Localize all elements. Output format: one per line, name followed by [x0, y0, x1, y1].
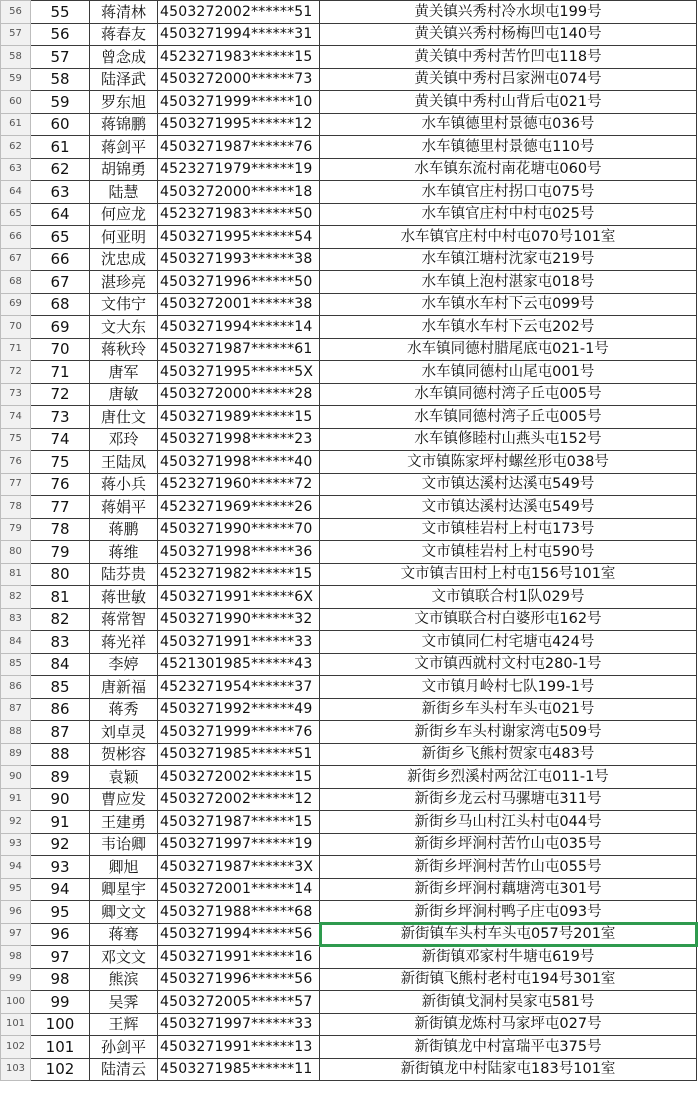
name-cell[interactable]: 曹应发 — [90, 788, 158, 811]
address-cell[interactable]: 新街镇戈洞村吴家屯581号 — [320, 991, 697, 1014]
row-header[interactable]: 103 — [1, 1058, 31, 1081]
row-header[interactable]: 93 — [1, 833, 31, 856]
seq-cell[interactable]: 89 — [31, 766, 90, 789]
table-row[interactable] — [1, 383, 697, 406]
name-cell[interactable]: 胡锦勇 — [90, 158, 158, 181]
row-header[interactable]: 70 — [1, 316, 31, 339]
row-header[interactable]: 97 — [1, 923, 31, 946]
row-header[interactable]: 65 — [1, 203, 31, 226]
address-cell[interactable]: 水车镇修睦村山燕头屯152号 — [320, 428, 697, 451]
name-cell[interactable]: 湛珍亮 — [90, 271, 158, 294]
table-row[interactable] — [1, 721, 697, 744]
row-header[interactable]: 95 — [1, 878, 31, 901]
seq-cell[interactable]: 91 — [31, 811, 90, 834]
name-cell[interactable]: 蒋秀 — [90, 698, 158, 721]
id-number-cell[interactable]: 4503272000******73 — [158, 68, 320, 91]
seq-cell[interactable]: 72 — [31, 383, 90, 406]
address-cell[interactable]: 新街乡坪涧村苦竹山屯035号 — [320, 833, 697, 856]
row-header[interactable]: 98 — [1, 946, 31, 969]
address-cell[interactable]: 水车镇东流村南花塘屯060号 — [320, 158, 697, 181]
id-number-cell[interactable]: 4503271994******56 — [158, 923, 320, 946]
address-cell[interactable]: 水车镇官庄村中村屯070号101室 — [320, 226, 697, 249]
address-cell[interactable]: 文市镇吉田村上村屯156号101室 — [320, 563, 697, 586]
address-cell[interactable]: 水车镇同德村湾子丘屯005号 — [320, 383, 697, 406]
name-cell[interactable]: 陆慧 — [90, 181, 158, 204]
id-number-cell[interactable]: 4503271989******15 — [158, 406, 320, 429]
name-cell[interactable]: 沈忠成 — [90, 248, 158, 271]
row-header[interactable]: 100 — [1, 991, 31, 1014]
name-cell[interactable]: 卿星宇 — [90, 878, 158, 901]
seq-cell[interactable]: 57 — [31, 46, 90, 69]
address-cell[interactable]: 文市镇桂岩村上村屯590号 — [320, 541, 697, 564]
id-number-cell[interactable]: 4503271997******33 — [158, 1013, 320, 1036]
table-row[interactable] — [1, 968, 697, 991]
id-number-cell[interactable]: 4503271994******14 — [158, 316, 320, 339]
seq-cell[interactable]: 95 — [31, 901, 90, 924]
row-header[interactable]: 86 — [1, 676, 31, 699]
id-number-cell[interactable]: 4503271995******5X — [158, 361, 320, 384]
table-row[interactable] — [1, 203, 697, 226]
table-row[interactable] — [1, 811, 697, 834]
name-cell[interactable]: 蒋常智 — [90, 608, 158, 631]
name-cell[interactable]: 王建勇 — [90, 811, 158, 834]
table-row[interactable] — [1, 878, 697, 901]
address-cell[interactable]: 文市镇桂岩村上村屯173号 — [320, 518, 697, 541]
table-row[interactable] — [1, 788, 697, 811]
address-cell[interactable]: 黄关镇中秀村苦竹凹屯118号 — [320, 46, 697, 69]
name-cell[interactable]: 文大东 — [90, 316, 158, 339]
id-number-cell[interactable]: 4503271999******10 — [158, 91, 320, 114]
table-row[interactable] — [1, 743, 697, 766]
id-number-cell[interactable]: 4503271998******36 — [158, 541, 320, 564]
address-cell[interactable]: 新街乡坪涧村鸭子庄屯093号 — [320, 901, 697, 924]
row-header[interactable]: 81 — [1, 563, 31, 586]
name-cell[interactable]: 邓玲 — [90, 428, 158, 451]
selected-address-cell[interactable]: 新街镇车头村车头屯057号201室 — [320, 923, 697, 946]
name-cell[interactable]: 蒋小兵 — [90, 473, 158, 496]
seq-cell[interactable]: 76 — [31, 473, 90, 496]
name-cell[interactable]: 王陆凤 — [90, 451, 158, 474]
address-cell[interactable]: 水车镇官庄村拐口屯075号 — [320, 181, 697, 204]
id-number-cell[interactable]: 4503271985******51 — [158, 743, 320, 766]
seq-cell[interactable]: 73 — [31, 406, 90, 429]
id-number-cell[interactable]: 4503271991******13 — [158, 1036, 320, 1059]
address-cell[interactable]: 文市镇西就村文村屯280-1号 — [320, 653, 697, 676]
name-cell[interactable]: 罗东旭 — [90, 91, 158, 114]
address-cell[interactable]: 黄关镇中秀村山背后屯021号 — [320, 91, 697, 114]
seq-cell[interactable]: 86 — [31, 698, 90, 721]
address-cell[interactable]: 文市镇联合村白婆形屯162号 — [320, 608, 697, 631]
id-number-cell[interactable]: 4503272001******14 — [158, 878, 320, 901]
address-cell[interactable]: 水车镇德里村景德屯110号 — [320, 136, 697, 159]
seq-cell[interactable]: 61 — [31, 136, 90, 159]
row-header[interactable]: 58 — [1, 46, 31, 69]
address-cell[interactable]: 新街乡坪涧村苦竹山屯055号 — [320, 856, 697, 879]
seq-cell[interactable]: 67 — [31, 271, 90, 294]
seq-cell[interactable]: 85 — [31, 676, 90, 699]
id-number-cell[interactable]: 4503271991******16 — [158, 946, 320, 969]
id-number-cell[interactable]: 4503271996******50 — [158, 271, 320, 294]
address-cell[interactable]: 新街乡烈溪村两岔江屯011-1号 — [320, 766, 697, 789]
row-header[interactable]: 73 — [1, 383, 31, 406]
table-row[interactable] — [1, 833, 697, 856]
address-cell[interactable]: 文市镇达溪村达溪屯549号 — [320, 496, 697, 519]
seq-cell[interactable]: 93 — [31, 856, 90, 879]
table-row[interactable] — [1, 698, 697, 721]
table-row[interactable] — [1, 901, 697, 924]
id-number-cell[interactable]: 4503271994******31 — [158, 23, 320, 46]
name-cell[interactable]: 韦诒卿 — [90, 833, 158, 856]
row-header[interactable]: 82 — [1, 586, 31, 609]
address-cell[interactable]: 新街镇龙中村富瑞平屯375号 — [320, 1036, 697, 1059]
seq-cell[interactable]: 97 — [31, 946, 90, 969]
address-cell[interactable]: 水车镇德里村景德屯036号 — [320, 113, 697, 136]
name-cell[interactable]: 蒋鹏 — [90, 518, 158, 541]
id-number-cell[interactable]: 4503272001******38 — [158, 293, 320, 316]
table-row[interactable] — [1, 563, 697, 586]
address-cell[interactable]: 文市镇陈家坪村螺丝形屯038号 — [320, 451, 697, 474]
row-header[interactable]: 94 — [1, 856, 31, 879]
seq-cell[interactable]: 69 — [31, 316, 90, 339]
name-cell[interactable]: 蒋秋玲 — [90, 338, 158, 361]
id-number-cell[interactable]: 4503272000******18 — [158, 181, 320, 204]
address-cell[interactable]: 新街乡飞熊村贺家屯483号 — [320, 743, 697, 766]
table-row[interactable] — [1, 991, 697, 1014]
id-number-cell[interactable]: 4503272005******57 — [158, 991, 320, 1014]
id-number-cell[interactable]: 4503272002******12 — [158, 788, 320, 811]
row-header[interactable]: 68 — [1, 271, 31, 294]
name-cell[interactable]: 蒋维 — [90, 541, 158, 564]
seq-cell[interactable]: 101 — [31, 1036, 90, 1059]
table-row[interactable] — [1, 653, 697, 676]
row-header[interactable]: 56 — [1, 1, 31, 24]
table-row[interactable] — [1, 158, 697, 181]
id-number-cell[interactable]: 4523271982******15 — [158, 563, 320, 586]
table-row[interactable] — [1, 1058, 697, 1081]
row-header[interactable]: 77 — [1, 473, 31, 496]
name-cell[interactable]: 陆泽武 — [90, 68, 158, 91]
row-header[interactable]: 61 — [1, 113, 31, 136]
address-cell[interactable]: 新街乡坪涧村藕塘湾屯301号 — [320, 878, 697, 901]
seq-cell[interactable]: 71 — [31, 361, 90, 384]
name-cell[interactable]: 蒋光祥 — [90, 631, 158, 654]
table-row[interactable] — [1, 271, 697, 294]
seq-cell[interactable]: 60 — [31, 113, 90, 136]
address-cell[interactable]: 新街乡龙云村马骡塘屯311号 — [320, 788, 697, 811]
id-number-cell[interactable]: 4503271991******6X — [158, 586, 320, 609]
row-header[interactable]: 76 — [1, 451, 31, 474]
seq-cell[interactable]: 87 — [31, 721, 90, 744]
row-header[interactable]: 71 — [1, 338, 31, 361]
row-header[interactable]: 72 — [1, 361, 31, 384]
address-cell[interactable]: 水车镇江塘村沈家屯219号 — [320, 248, 697, 271]
name-cell[interactable]: 李婷 — [90, 653, 158, 676]
name-cell[interactable]: 袁颖 — [90, 766, 158, 789]
address-cell[interactable]: 新街镇龙炼村马家坪屯027号 — [320, 1013, 697, 1036]
row-header[interactable]: 67 — [1, 248, 31, 271]
id-number-cell[interactable]: 4523271954******37 — [158, 676, 320, 699]
row-header[interactable]: 59 — [1, 68, 31, 91]
name-cell[interactable]: 唐新福 — [90, 676, 158, 699]
row-header[interactable]: 92 — [1, 811, 31, 834]
row-header[interactable]: 99 — [1, 968, 31, 991]
table-row[interactable] — [1, 923, 697, 946]
id-number-cell[interactable]: 4503271999******76 — [158, 721, 320, 744]
seq-cell[interactable]: 92 — [31, 833, 90, 856]
name-cell[interactable]: 唐军 — [90, 361, 158, 384]
seq-cell[interactable]: 79 — [31, 541, 90, 564]
name-cell[interactable]: 唐敏 — [90, 383, 158, 406]
name-cell[interactable]: 陆清云 — [90, 1058, 158, 1081]
row-header[interactable]: 89 — [1, 743, 31, 766]
table-row[interactable] — [1, 856, 697, 879]
name-cell[interactable]: 蒋骞 — [90, 923, 158, 946]
id-number-cell[interactable]: 4521301985******43 — [158, 653, 320, 676]
name-cell[interactable]: 熊滨 — [90, 968, 158, 991]
table-row[interactable] — [1, 406, 697, 429]
seq-cell[interactable]: 55 — [31, 1, 90, 24]
id-number-cell[interactable]: 4503271985******11 — [158, 1058, 320, 1081]
id-number-cell[interactable]: 4503271987******76 — [158, 136, 320, 159]
row-header[interactable]: 64 — [1, 181, 31, 204]
name-cell[interactable]: 蒋娟平 — [90, 496, 158, 519]
id-number-cell[interactable]: 4503271987******3X — [158, 856, 320, 879]
id-number-cell[interactable]: 4503271995******12 — [158, 113, 320, 136]
table-row[interactable] — [1, 586, 697, 609]
seq-cell[interactable]: 100 — [31, 1013, 90, 1036]
seq-cell[interactable]: 62 — [31, 158, 90, 181]
row-header[interactable]: 57 — [1, 23, 31, 46]
table-row[interactable] — [1, 316, 697, 339]
table-row[interactable] — [1, 1013, 697, 1036]
row-header[interactable]: 78 — [1, 496, 31, 519]
id-number-cell[interactable]: 4503271996******56 — [158, 968, 320, 991]
id-number-cell[interactable]: 4503271990******32 — [158, 608, 320, 631]
table-row[interactable] — [1, 608, 697, 631]
table-row[interactable] — [1, 1036, 697, 1059]
id-number-cell[interactable]: 4523271983******15 — [158, 46, 320, 69]
name-cell[interactable]: 蒋春友 — [90, 23, 158, 46]
address-cell[interactable]: 新街乡车头村车头屯021号 — [320, 698, 697, 721]
seq-cell[interactable]: 102 — [31, 1058, 90, 1081]
name-cell[interactable]: 唐仕文 — [90, 406, 158, 429]
table-row[interactable] — [1, 293, 697, 316]
row-header[interactable]: 62 — [1, 136, 31, 159]
address-cell[interactable]: 水车镇同德村山尾屯001号 — [320, 361, 697, 384]
address-cell[interactable]: 文市镇联合村1队029号 — [320, 586, 697, 609]
table-row[interactable] — [1, 451, 697, 474]
address-cell[interactable]: 黄关镇兴秀村冷水坝屯199号 — [320, 1, 697, 24]
address-cell[interactable]: 水车镇上泡村湛家屯018号 — [320, 271, 697, 294]
seq-cell[interactable]: 78 — [31, 518, 90, 541]
table-row[interactable] — [1, 338, 697, 361]
seq-cell[interactable]: 58 — [31, 68, 90, 91]
name-cell[interactable]: 蒋锦鹏 — [90, 113, 158, 136]
table-row[interactable] — [1, 226, 697, 249]
row-header[interactable]: 102 — [1, 1036, 31, 1059]
id-number-cell[interactable]: 4503271988******68 — [158, 901, 320, 924]
table-row[interactable] — [1, 46, 697, 69]
seq-cell[interactable]: 59 — [31, 91, 90, 114]
address-cell[interactable]: 水车镇同德村腊尾底屯021-1号 — [320, 338, 697, 361]
row-header[interactable]: 63 — [1, 158, 31, 181]
table-row[interactable] — [1, 541, 697, 564]
row-header[interactable]: 66 — [1, 226, 31, 249]
table-row[interactable] — [1, 946, 697, 969]
seq-cell[interactable]: 75 — [31, 451, 90, 474]
name-cell[interactable]: 刘卓灵 — [90, 721, 158, 744]
id-number-cell[interactable]: 4503271990******70 — [158, 518, 320, 541]
table-row[interactable] — [1, 68, 697, 91]
address-cell[interactable]: 新街镇飞熊村老村屯194号301室 — [320, 968, 697, 991]
row-header[interactable]: 80 — [1, 541, 31, 564]
seq-cell[interactable]: 94 — [31, 878, 90, 901]
name-cell[interactable]: 蒋世敏 — [90, 586, 158, 609]
id-number-cell[interactable]: 4503271998******40 — [158, 451, 320, 474]
address-cell[interactable]: 水车镇同德村湾子丘屯005号 — [320, 406, 697, 429]
name-cell[interactable]: 孙剑平 — [90, 1036, 158, 1059]
seq-cell[interactable]: 74 — [31, 428, 90, 451]
address-cell[interactable]: 新街乡马山村江头村屯044号 — [320, 811, 697, 834]
table-row[interactable] — [1, 181, 697, 204]
address-cell[interactable]: 黄关镇兴秀村杨梅凹屯140号 — [320, 23, 697, 46]
table-row[interactable] — [1, 91, 697, 114]
table-row[interactable] — [1, 518, 697, 541]
name-cell[interactable]: 陆芬贵 — [90, 563, 158, 586]
seq-cell[interactable]: 88 — [31, 743, 90, 766]
id-number-cell[interactable]: 4523271969******26 — [158, 496, 320, 519]
name-cell[interactable]: 卿文文 — [90, 901, 158, 924]
row-header[interactable]: 87 — [1, 698, 31, 721]
row-header[interactable]: 60 — [1, 91, 31, 114]
seq-cell[interactable]: 84 — [31, 653, 90, 676]
row-header[interactable]: 69 — [1, 293, 31, 316]
row-header[interactable]: 74 — [1, 406, 31, 429]
name-cell[interactable]: 蒋清林 — [90, 1, 158, 24]
seq-cell[interactable]: 66 — [31, 248, 90, 271]
table-body — [1, 1, 697, 1081]
address-cell[interactable]: 文市镇同仁村宅塘屯424号 — [320, 631, 697, 654]
table-row[interactable] — [1, 496, 697, 519]
name-cell[interactable]: 文伟宁 — [90, 293, 158, 316]
row-header[interactable]: 79 — [1, 518, 31, 541]
table-row[interactable] — [1, 766, 697, 789]
seq-cell[interactable]: 64 — [31, 203, 90, 226]
id-number-cell[interactable]: 4503271998******23 — [158, 428, 320, 451]
address-cell[interactable]: 新街镇龙中村陆家屯183号101室 — [320, 1058, 697, 1081]
id-number-cell[interactable]: 4503271993******38 — [158, 248, 320, 271]
id-number-cell[interactable]: 4523271960******72 — [158, 473, 320, 496]
table-row[interactable] — [1, 631, 697, 654]
name-cell[interactable]: 王辉 — [90, 1013, 158, 1036]
table-row[interactable] — [1, 1, 697, 24]
seq-cell[interactable]: 81 — [31, 586, 90, 609]
table-row[interactable] — [1, 248, 697, 271]
id-number-cell[interactable]: 4503272000******28 — [158, 383, 320, 406]
id-number-cell[interactable]: 4503271997******19 — [158, 833, 320, 856]
seq-cell[interactable]: 82 — [31, 608, 90, 631]
table-row[interactable] — [1, 113, 697, 136]
id-number-cell[interactable]: 4503272002******15 — [158, 766, 320, 789]
table-row[interactable] — [1, 136, 697, 159]
seq-cell[interactable]: 63 — [31, 181, 90, 204]
seq-cell[interactable]: 90 — [31, 788, 90, 811]
seq-cell[interactable]: 96 — [31, 923, 90, 946]
name-cell[interactable]: 卿旭 — [90, 856, 158, 879]
address-cell[interactable]: 新街乡车头村谢家湾屯509号 — [320, 721, 697, 744]
id-number-cell[interactable]: 4503271995******54 — [158, 226, 320, 249]
address-cell[interactable]: 水车镇水车村下云屯099号 — [320, 293, 697, 316]
name-cell[interactable]: 何亚明 — [90, 226, 158, 249]
id-number-cell[interactable]: 4503271987******61 — [158, 338, 320, 361]
seq-cell[interactable]: 77 — [31, 496, 90, 519]
seq-cell[interactable]: 70 — [31, 338, 90, 361]
name-cell[interactable]: 贺彬容 — [90, 743, 158, 766]
table-row[interactable] — [1, 23, 697, 46]
address-cell[interactable]: 新街镇邓家村牛塘屯619号 — [320, 946, 697, 969]
seq-cell[interactable]: 65 — [31, 226, 90, 249]
id-number-cell[interactable]: 4523271979******19 — [158, 158, 320, 181]
row-header[interactable]: 101 — [1, 1013, 31, 1036]
seq-cell[interactable]: 98 — [31, 968, 90, 991]
address-cell[interactable]: 黄关镇中秀村吕家洲屯074号 — [320, 68, 697, 91]
id-number-cell[interactable]: 4523271983******50 — [158, 203, 320, 226]
id-number-cell[interactable]: 4503271991******33 — [158, 631, 320, 654]
row-header[interactable]: 88 — [1, 721, 31, 744]
name-cell[interactable]: 曾念成 — [90, 46, 158, 69]
name-cell[interactable]: 吴霁 — [90, 991, 158, 1014]
id-number-cell[interactable]: 4503271987******15 — [158, 811, 320, 834]
seq-cell[interactable]: 80 — [31, 563, 90, 586]
row-header[interactable]: 90 — [1, 766, 31, 789]
address-cell[interactable]: 水车镇官庄村中村屯025号 — [320, 203, 697, 226]
id-number-cell[interactable]: 4503272002******51 — [158, 1, 320, 24]
row-header[interactable]: 85 — [1, 653, 31, 676]
name-cell[interactable]: 邓文文 — [90, 946, 158, 969]
table-row[interactable] — [1, 428, 697, 451]
address-cell[interactable]: 水车镇水车村下云屯202号 — [320, 316, 697, 339]
seq-cell[interactable]: 99 — [31, 991, 90, 1014]
table-row[interactable] — [1, 676, 697, 699]
seq-cell[interactable]: 83 — [31, 631, 90, 654]
name-cell[interactable]: 何应龙 — [90, 203, 158, 226]
row-header[interactable]: 91 — [1, 788, 31, 811]
seq-cell[interactable]: 56 — [31, 23, 90, 46]
row-header[interactable]: 84 — [1, 631, 31, 654]
seq-cell[interactable]: 68 — [31, 293, 90, 316]
row-header[interactable]: 75 — [1, 428, 31, 451]
row-header[interactable]: 83 — [1, 608, 31, 631]
id-number-cell[interactable]: 4503271992******49 — [158, 698, 320, 721]
table-row[interactable] — [1, 361, 697, 384]
address-cell[interactable]: 文市镇月岭村七队199-1号 — [320, 676, 697, 699]
row-header[interactable]: 96 — [1, 901, 31, 924]
table-row[interactable] — [1, 473, 697, 496]
address-cell[interactable]: 文市镇达溪村达溪屯549号 — [320, 473, 697, 496]
name-cell[interactable]: 蒋剑平 — [90, 136, 158, 159]
